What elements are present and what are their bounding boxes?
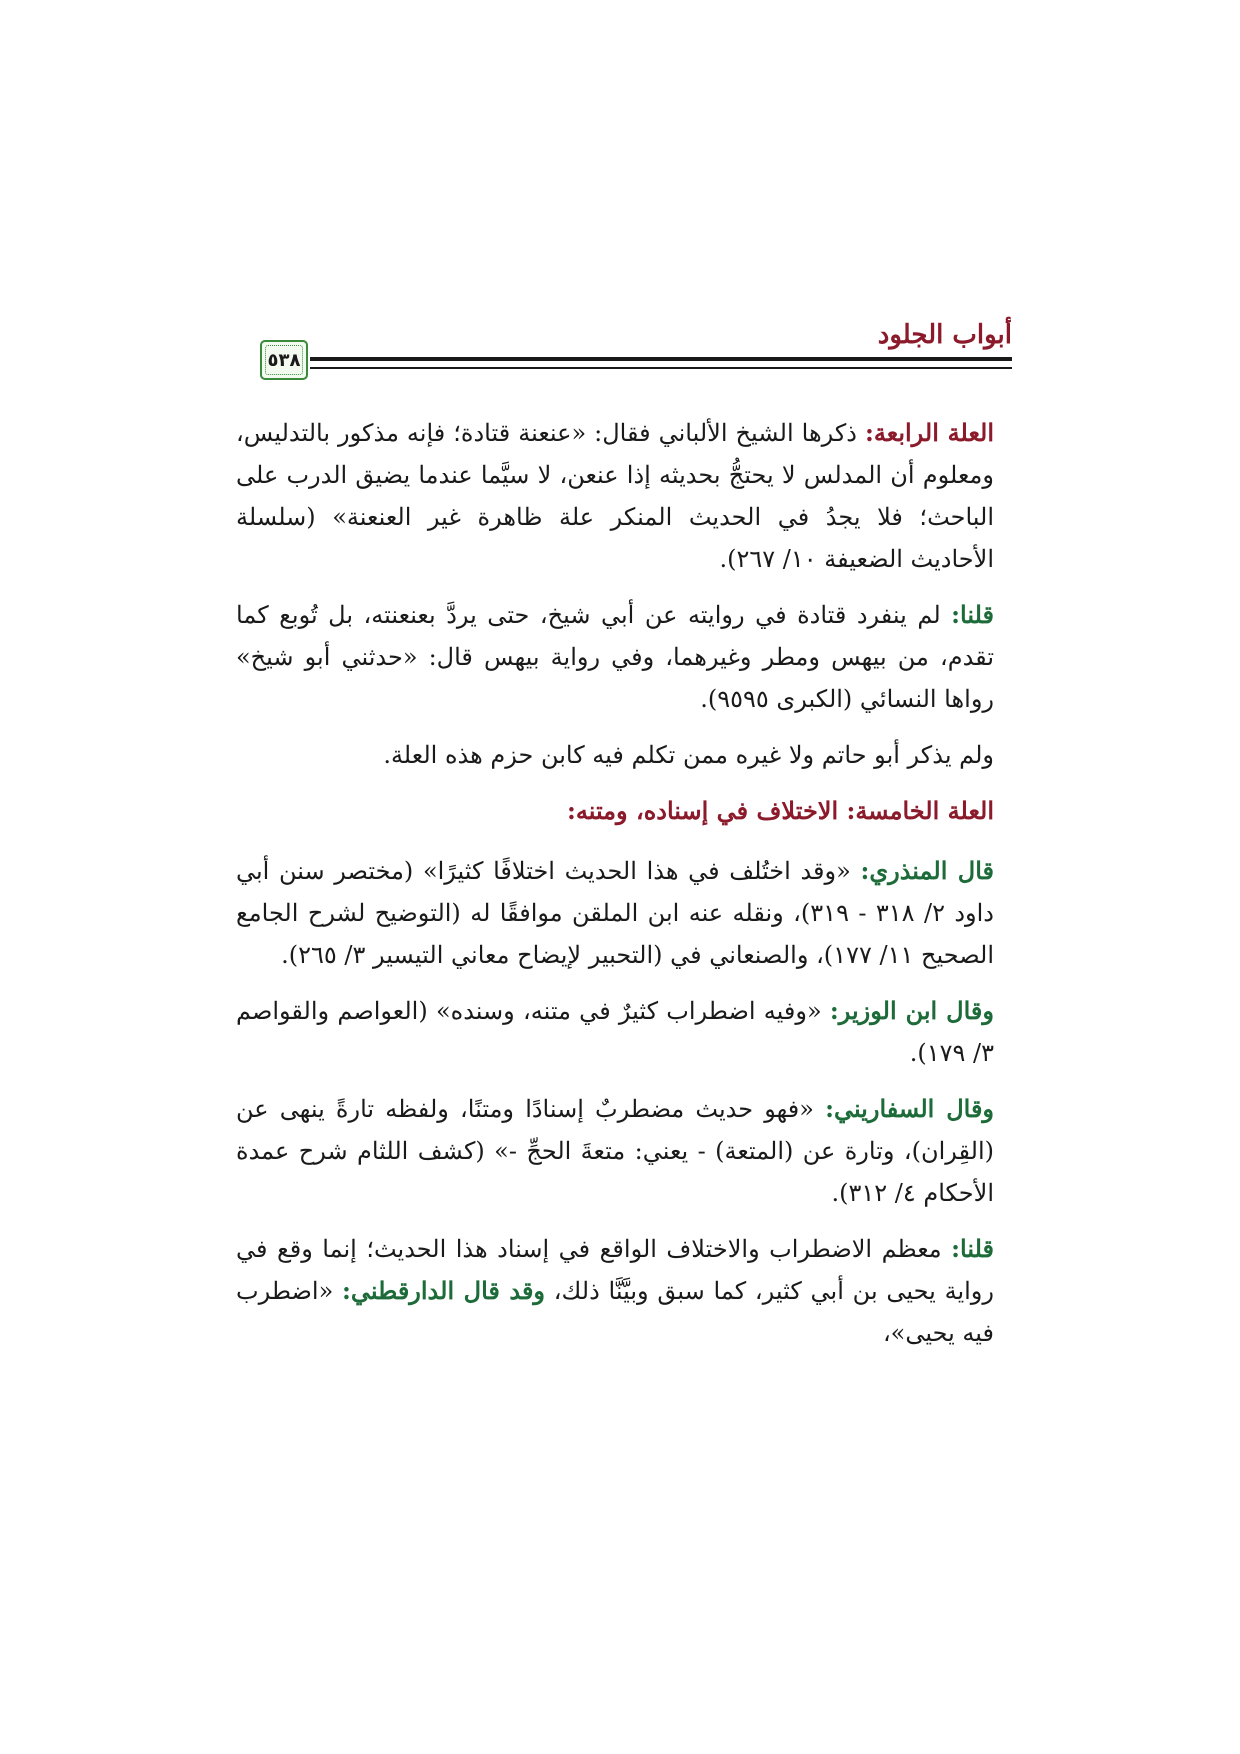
header-rule-stub [994,357,1012,359]
header-rule-thin [310,367,1012,369]
paragraph-response [236,594,1014,720]
paragraph-text: معظم الاضطراب والاختلاف الواقع في إسناد هذا الحديث؛ إنما وقع في رواية يحيى بن أبي كثير، كما سبق وبيَّنَّا ذلك، [236,1235,994,1305]
paragraph-label: وقال السفاريني: [825,1094,995,1123]
paragraph-text: «وقد اختُلف في هذا الحديث اختلافًا كثيرًا» (مختصر سنن أبي داود ٢/ ٣١٨ - ٣١٩)، ونقله عنه ابن الملقن موافقًا له (التوضيح لشرح الجامع الصحيح ١١/ ١٧٧)، والصنعاني في (التحبير لإيضاح معاني التيسير ٣/ ٢٦٥). [236,857,994,969]
paragraph-text: لم ينفرد قتادة في روايته عن أبي شيخ، حتى يردَّ بعنعنته، بل تُوبع كما تقدم، من بيهس ومطر وغيرهما، وفي رواية بيهس قال: «حدثني أبو شيخ» رواها النسائي (الكبرى ٩٥٩٥). [236,601,995,713]
paragraph-text: ولم يذكر أبو حاتم ولا غيره ممن تكلم فيه كابن حزم هذه العلة. [383,741,994,769]
paragraph-text: ذكرها الشيخ الألباني فقال: «عنعنة قتادة؛ فإنه مذكور بالتدليس، ومعلوم أن المدلس لا يحتجُّ بحديثه إذا عنعن، لا سيَّما عندما يضيق الدرب على الباحث؛ فلا يجدُ في الحديث المنكر علة ظاهرة غير العنعنة» (سلسلة الأحاديث الضعيفة ١٠/ ٢٦٧). [236,419,994,573]
paragraph-label: قلنا: [951,1234,994,1263]
page-number-badge [260,340,308,380]
header-rule-thick [310,357,1012,361]
paragraph-ibn-wazir [236,990,1014,1074]
paragraph-text: «اضطرب فيه يحيى»، [236,1277,994,1347]
paragraph-mundhiri [236,850,1014,976]
paragraph-text: «فهو حديث مضطربٌ إسنادًا ومتنًا، ولفظه تارةً ينهى عن (القِران)، وتارة عن (المتعة) - يعني: متعةَ الحجِّ -» (كشف اللثام شرح عمدة الأحكام ٤/ ٣١٢). [236,1095,994,1207]
page-number: ٥٣٨ [267,350,301,371]
section-heading: العلة الخامسة: الاختلاف في إسناده، ومتنه: [566,796,994,825]
paragraph-note [236,734,1014,776]
header-rule-stub [994,367,1012,369]
paragraph-text: «وفيه اضطراب كثيرٌ في متنه، وسنده» (العواصم والقواصم ٣/ ١٧٩). [236,997,994,1067]
page-header [238,318,1012,390]
paragraph-label: وقد قال الدارقطني: [342,1276,546,1305]
page-body [236,412,1014,1368]
paragraph-fourth-defect [236,412,1014,580]
paragraph-label: وقال ابن الوزير: [829,996,994,1025]
paragraph-saffarini [236,1088,1014,1214]
paragraph-label: قلنا: [951,600,994,629]
paragraph-label: العلة الرابعة: [865,418,994,447]
paragraph-conclusion [236,1228,1014,1354]
chapter-title: أبواب الجلود [877,320,1012,350]
paragraph-label: قال المنذري: [860,856,995,885]
